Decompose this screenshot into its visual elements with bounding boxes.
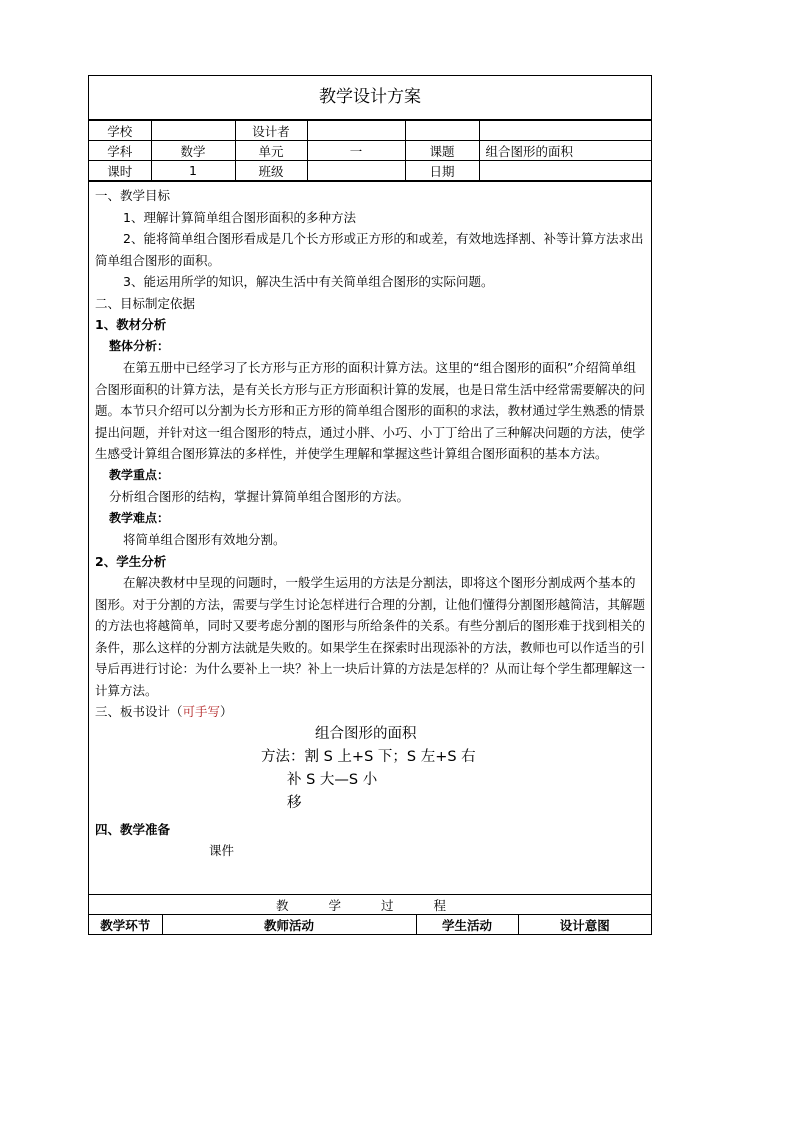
designer-label: 设计者 — [235, 121, 307, 141]
process-col-student: 学生活动 — [416, 915, 518, 935]
date-value — [479, 161, 651, 181]
board-line-fill: 补 S 大—S 小 — [287, 771, 378, 788]
info-table — [89, 120, 651, 181]
school-label: 学校 — [89, 121, 151, 141]
board-heading-close: ） — [220, 704, 233, 719]
difficulty-text: 将简单组合图形有效地分割。 — [123, 532, 286, 547]
prep-item: 课件 — [209, 843, 235, 858]
document-title: 教学设计方案 — [89, 76, 651, 120]
class-label: 班级 — [235, 161, 307, 181]
process-title: 教 学 过 程 — [89, 895, 651, 915]
board-design — [95, 723, 645, 815]
lesson-plan-document — [88, 75, 652, 935]
subject-label: 学科 — [89, 141, 151, 161]
unit-label: 单元 — [235, 141, 307, 161]
prep-heading: 四、教学准备 — [95, 821, 171, 837]
info-row-period — [89, 161, 651, 181]
board-heading-note: 可手写 — [182, 704, 221, 719]
topic-value: 组合图形的面积 — [479, 141, 651, 161]
process-col-teacher: 教师活动 — [162, 915, 416, 935]
date-label: 日期 — [405, 161, 479, 181]
empty-cell — [479, 121, 651, 141]
process-header-row — [89, 915, 651, 935]
period-value: 1 — [151, 161, 235, 181]
overall-analysis-label: 整体分析： — [109, 338, 170, 353]
process-col-intent: 设计意图 — [518, 915, 651, 935]
period-label: 课时 — [89, 161, 151, 181]
subject-value: 数学 — [151, 141, 235, 161]
board-line-title: 组合图形的面积 — [315, 725, 417, 742]
goal-item-3: 3、能运用所学的知识，解决生活中有关简单组合图形的实际问题。 — [123, 274, 494, 289]
student-analysis-text: 在解决教材中呈现的问题时，一般学生运用的方法是分割法，即将这个图形分割成两个基本的图形。对于分割的方法，需要与学生讨论怎样进行合理的分割，让他们懂得分割图形越简洁，其解题的方法也将越简单，同时又要考虑分割的图形与所给条件的关系。有些分割后的图形难于找到相关的条件，那么这样的分割方法就是失败的。如果学生在探索时出现添补的方法，教师也可以作适当的引导后再进行讨论：为什么要补上一块？补上一块后计算的方法是怎样的？从而让每个学生都理解这一计算方法。 — [95, 575, 646, 698]
process-table — [89, 894, 651, 934]
process-col-stage: 教学环节 — [89, 915, 162, 935]
overall-analysis-text: 在第五册中已经学习了长方形与正方形的面积计算方法。这里的“组合图形的面积”介绍简单组合图形面积的计算方法，是有关长方形与正方形面积计算的发展，也是日常生活中经常需要解决的问题。本节只介绍可以分割为长方形和正方形的简单组合图形的面积的求法，教材通过学生熟悉的情景提出问题，并针对这一组合图形的特点，通过小胖、小巧、小丁丁给出了三种解决问题的方法，使学生感受计算组合图形算法的多样性，并使学生理解和掌握这些计算组合图形面积的基本方法。 — [95, 360, 646, 461]
goal-item-2: 2、能将简单组合图形看成是几个长方形或正方形的和或差，有效地选择割、补等计算方法求出简单组合图形的面积。 — [95, 231, 644, 268]
designer-value — [307, 121, 405, 141]
board-heading-text: 三、板书设计（ — [95, 704, 183, 719]
board-line-method: 方法：割 S 上+S 下；S 左+S 右 — [261, 748, 476, 765]
board-line-move: 移 — [287, 794, 302, 811]
unit-value: 一 — [307, 141, 405, 161]
student-analysis-heading: 2、学生分析 — [95, 553, 167, 569]
plan-content — [89, 181, 651, 894]
process-title-row — [89, 895, 651, 915]
goal-item-1: 1、理解计算简单组合图形面积的多种方法 — [123, 209, 356, 225]
topic-label: 课题 — [405, 141, 479, 161]
info-row-subject — [89, 141, 651, 161]
basis-heading: 二、目标制定依据 — [95, 295, 196, 311]
board-design-heading — [95, 701, 645, 723]
info-row-school — [89, 121, 651, 141]
empty-cell — [405, 121, 479, 141]
class-value — [307, 161, 405, 181]
textbook-analysis-heading: 1、教材分析 — [95, 317, 167, 332]
difficulty-label: 教学难点： — [109, 510, 170, 525]
key-point-text: 分析组合图形的结构，掌握计算简单组合图形的方法。 — [109, 489, 410, 504]
school-value — [151, 121, 235, 141]
goals-heading: 一、教学目标 — [95, 188, 171, 203]
key-point-label: 教学重点： — [109, 467, 170, 482]
